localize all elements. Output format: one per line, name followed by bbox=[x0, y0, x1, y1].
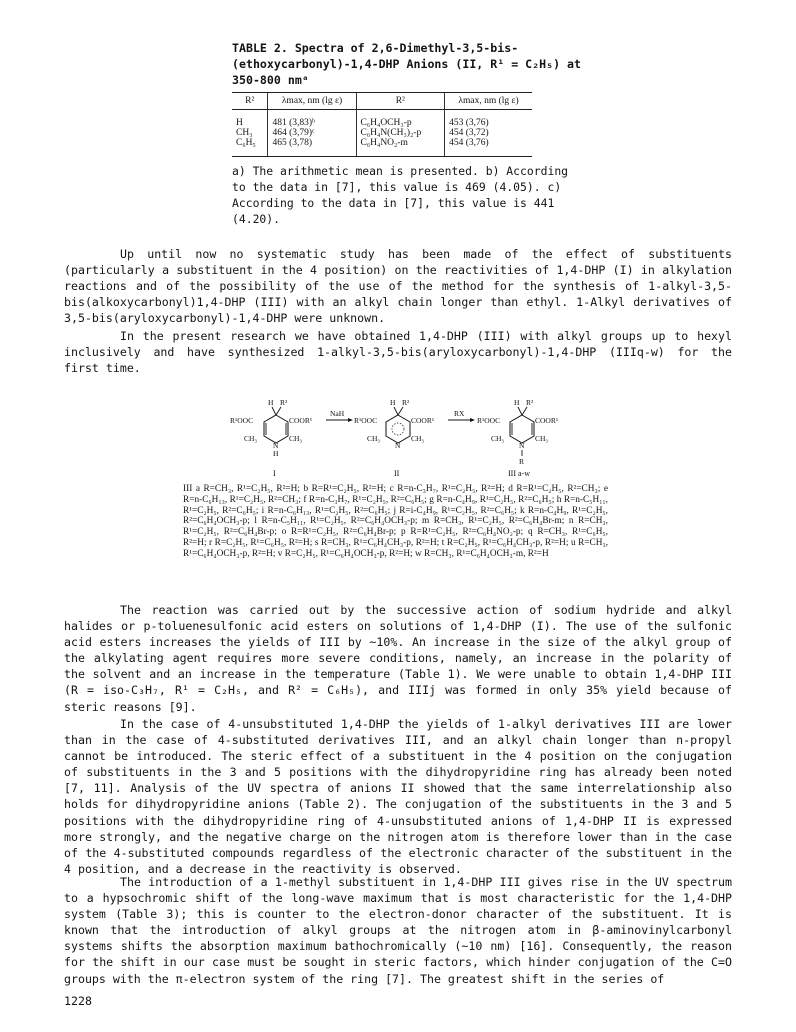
col-header-lambda: λmax, nm (lg ε) bbox=[268, 93, 356, 110]
table-cell: 464 (3,79)ᶜ bbox=[268, 128, 356, 138]
list-item: t R=C₂H₅, R¹=C₆H₄CH₃-p, R²=H; bbox=[441, 537, 569, 548]
table-cell: C₆H₄N(CH₃)₂-p bbox=[356, 128, 445, 138]
list-item: k R=n-C₄H₉, R¹=C₂H₅, R²=C₆H₄OCH₃-p; bbox=[183, 505, 608, 527]
table-cell: 454 (3,72) bbox=[445, 128, 532, 138]
nitrogen: N bbox=[519, 441, 525, 450]
table-footnote: a) The arithmetic mean is presented. b) According to the data in [7], this value is 469 (4.05). c) According to the data in [7], this value is 441 (4.20). bbox=[232, 164, 569, 226]
methyl-right: CH₃ bbox=[411, 434, 425, 443]
methyl-left: CH₃ bbox=[367, 434, 381, 443]
methyl-right: CH₃ bbox=[535, 434, 549, 443]
list-item: n R=CH₃, R¹=C₂H₅, R²=C₆H₄Br-p; bbox=[183, 516, 608, 538]
ester-left: R¹OOC bbox=[354, 416, 378, 425]
col-header-lambda: λmax, nm (lg ε) bbox=[445, 93, 532, 110]
ester-right: COOR¹ bbox=[411, 416, 435, 425]
list-item: m R=CH₃, R¹=C₂H₅, R²=C₆H₄Br-m; bbox=[422, 516, 565, 527]
ester-left: R¹OOC bbox=[230, 416, 254, 425]
ester-left: R¹OOC bbox=[477, 416, 501, 425]
table-row bbox=[232, 128, 532, 138]
table-cell: CH₃ bbox=[236, 128, 253, 138]
table-row bbox=[232, 110, 532, 129]
list-item: u R=CH₃, R¹=C₆H₄OCH₃-p, R²=H; bbox=[183, 537, 609, 559]
table-cell: C₆H₄OCH₃-p bbox=[356, 110, 445, 129]
list-item: j R=i-C₄H₉, R¹=C₂H₅, R²=C₆H₅; bbox=[393, 505, 517, 516]
table-title: TABLE 2. Spectra of 2,6-Dimethyl-3,5-bis-(ethoxycarbonyl)-1,4-DHP Anions (II, R¹ = C₂H₅) at 350-800 nmᵃ bbox=[232, 41, 582, 87]
table-cell: 465 (3,78) bbox=[268, 138, 356, 157]
label-III: III a-w bbox=[508, 469, 530, 478]
sub-r2: R² bbox=[526, 398, 534, 407]
list-item: l R=n-C₅H₁₁, R¹=C₂H₅, R²=C₆H₄OCH₃-p; bbox=[254, 516, 418, 527]
reagent-nah: NaH bbox=[330, 409, 345, 418]
list-item: f R=n-C₃H₇, R¹=C₂H₅, R²=C₆H₅; bbox=[303, 494, 427, 505]
ester-right: COOR¹ bbox=[535, 416, 559, 425]
ester-right: COOR¹ bbox=[289, 416, 313, 425]
paragraph: In the case of 4-unsubstituted 1,4-DHP the yields of 1-alkyl derivatives III are lower than in the case of 4-substituted derivatives III, and an alkyl chain longer than n-propyl cannot be introduced. The steric effect of a substituent in the 4 position on the conjugation of substituents in the 3 and 5 positions with the dihydropyridine ring has already been noted [7, 11]. Analysis of the UV spectra of anions II showed that the same interrelationship also holds for dihydropyridine anions (Table 2). The conjugation of the substituents in the 3 and 5 positions with the dihydropyridine ring of 4-unsubstituted anions of 1,4-DHP II is expressed more strongly, and the negative charge on the nitrogen atom is therefore lower than in the case of the 4-substituted compounds regardless of the electronic character of the substituent in the 4 position, and a decrease in the reactivity is observed. bbox=[64, 717, 732, 876]
table-cell: 453 (3,76) bbox=[445, 110, 532, 129]
list-item: p R=R¹=C₂H₅, R²=C₆H₄NO₂-p; bbox=[400, 527, 524, 538]
structure-II bbox=[354, 398, 434, 478]
spectra-table bbox=[232, 92, 532, 157]
table-2-block bbox=[232, 40, 584, 227]
reagent-rx: RX bbox=[454, 409, 465, 418]
nitrogen: N bbox=[395, 441, 401, 450]
sub-h: H bbox=[514, 398, 520, 407]
table-cell: C₆H₅ bbox=[232, 138, 268, 157]
sub-h: H bbox=[273, 449, 279, 458]
list-item: c R=n-C₃H₇, R¹=C₂H₅, R²=H; bbox=[389, 484, 505, 494]
sub-h: H bbox=[268, 398, 274, 407]
paragraph: Up until now no systematic study has been made of the effect of substituents (particularly a substituent in the 4 position) on the reactivities of 1,4-DHP (I) in alkylation reactions and of the possibility of the use of the method for the synthesis of 1-alkyl-3,5-bis(alkoxycarbonyl)1,4-DHP (III) with an alkyl chain longer than ethyl. 1-Alkyl derivatives of 3,5-bis(aryloxycarbonyl)-1,4-DHP were unknown. bbox=[64, 247, 732, 326]
label-I: I bbox=[273, 469, 276, 478]
list-item: s R=CH₃, R¹=C₆H₄CH₃-p, R²=H; bbox=[314, 537, 440, 548]
list-item: b R=R¹=C₂H₅, R²=H; bbox=[303, 484, 387, 494]
list-item: e R=n-C₆H₁₃, R¹=C₂H₅, R²=CH₃; bbox=[183, 484, 608, 505]
list-item: q R=CH₃, R¹=C₆H₅, R²=H; bbox=[183, 527, 608, 548]
sub-r2: R² bbox=[402, 398, 410, 407]
methyl-right: CH₃ bbox=[289, 434, 303, 443]
table-header-row bbox=[232, 93, 532, 110]
list-item: o R=R¹=C₂H₅, R²=C₆H₄Br-p; bbox=[281, 527, 397, 538]
structure-I bbox=[230, 398, 312, 478]
list-item: III a R=CH₃, R¹=C₂H₅, R²=H; bbox=[183, 484, 300, 494]
reaction-scheme bbox=[226, 390, 586, 485]
paragraph: The reaction was carried out by the successive action of sodium hydride and alkyl halides or p-toluenesulfonic acid esters on solutions of 1,4-DHP (I). The use of the sulfonic acid esters increases the yields of III by ~10%. An increase in the size of the alkyl group of the alkylating agent requires more severe conditions, namely, an increase in the polarity of the solvent and an increase in the temperature (Table 1). We were unable to obtain 1,4-DHP III (R = iso-C₃H₇, R¹ = C₂H₅, and R² = C₆H₅), and IIIj was formed in only 35% yield because of steric reasons [9]. bbox=[64, 603, 732, 714]
sub-r2: R² bbox=[280, 398, 288, 407]
list-item: v R=C₂H₅, R¹=C₆H₄OCH₃-p, R²=H; bbox=[277, 548, 413, 559]
nitrogen: N bbox=[273, 441, 279, 450]
page-number: 1228 bbox=[64, 994, 92, 1008]
list-item: i R=n-C₆H₁₃, R¹=C₂H₅, R²=C₆H₅; bbox=[261, 505, 391, 516]
list-item: r R=C₂H₅, R¹=C₆H₅, R²=H; bbox=[209, 537, 313, 548]
methyl-left: CH₃ bbox=[491, 434, 505, 443]
compound-list bbox=[183, 484, 608, 560]
table-cell: C₆H₄NO₂-m bbox=[356, 138, 445, 157]
table-cell: 481 (3,83)ᵇ bbox=[268, 110, 356, 129]
list-item: w R=CH₃, R¹=C₆H₄OCH₃-m, R²=H bbox=[414, 548, 549, 559]
methyl-left: CH₃ bbox=[244, 434, 258, 443]
sub-h: H bbox=[390, 398, 396, 407]
structure-III bbox=[477, 398, 558, 478]
col-header-r2: R² bbox=[356, 93, 445, 110]
list-item: g R=n-C₄H₉, R¹=C₂H₅, R²=C₆H₅; bbox=[429, 494, 555, 505]
table-cell: 454 (3,76) bbox=[445, 138, 532, 157]
paragraph: In the present research we have obtained 1,4-DHP (III) with alkyl groups up to hexyl inclusively and have synthesized 1-alkyl-3,5-bis(aryloxycarbonyl)-1,4-DHP (IIIq-w) for the first time. bbox=[64, 329, 732, 376]
paragraph: The introduction of a 1-methyl substituent in 1,4-DHP III gives rise in the UV spectrum to a hypsochromic shift of the long-wave maximum that is most characteristic for the 1,4-DHP system (Table 3); this is counter to the electron-donor character of the substituent. It is known that the introduction of alkyl groups at the nitrogen atom in β-aminovinylcarbonyl systems shifts the absorption maximum bathochromically (~10 nm) [16]. Consequently, the reason for the shift in our case must be sought in steric factors, which hinder conjugation of the C=O groups with the π-electron system of the ring [7]. The greatest shift in the series of bbox=[64, 875, 732, 986]
label-II: II bbox=[394, 469, 400, 478]
sub-r: R bbox=[519, 457, 525, 466]
list-item: h R=n-C₅H₁₁, R¹=C₂H₅, R²=C₆H₅; bbox=[183, 494, 608, 516]
table-row bbox=[232, 138, 532, 157]
table-cell: H bbox=[236, 118, 243, 128]
col-header-r2: R² bbox=[232, 93, 268, 110]
list-item: d R=R¹=C₂H₅, R²=CH₃; bbox=[508, 484, 601, 494]
